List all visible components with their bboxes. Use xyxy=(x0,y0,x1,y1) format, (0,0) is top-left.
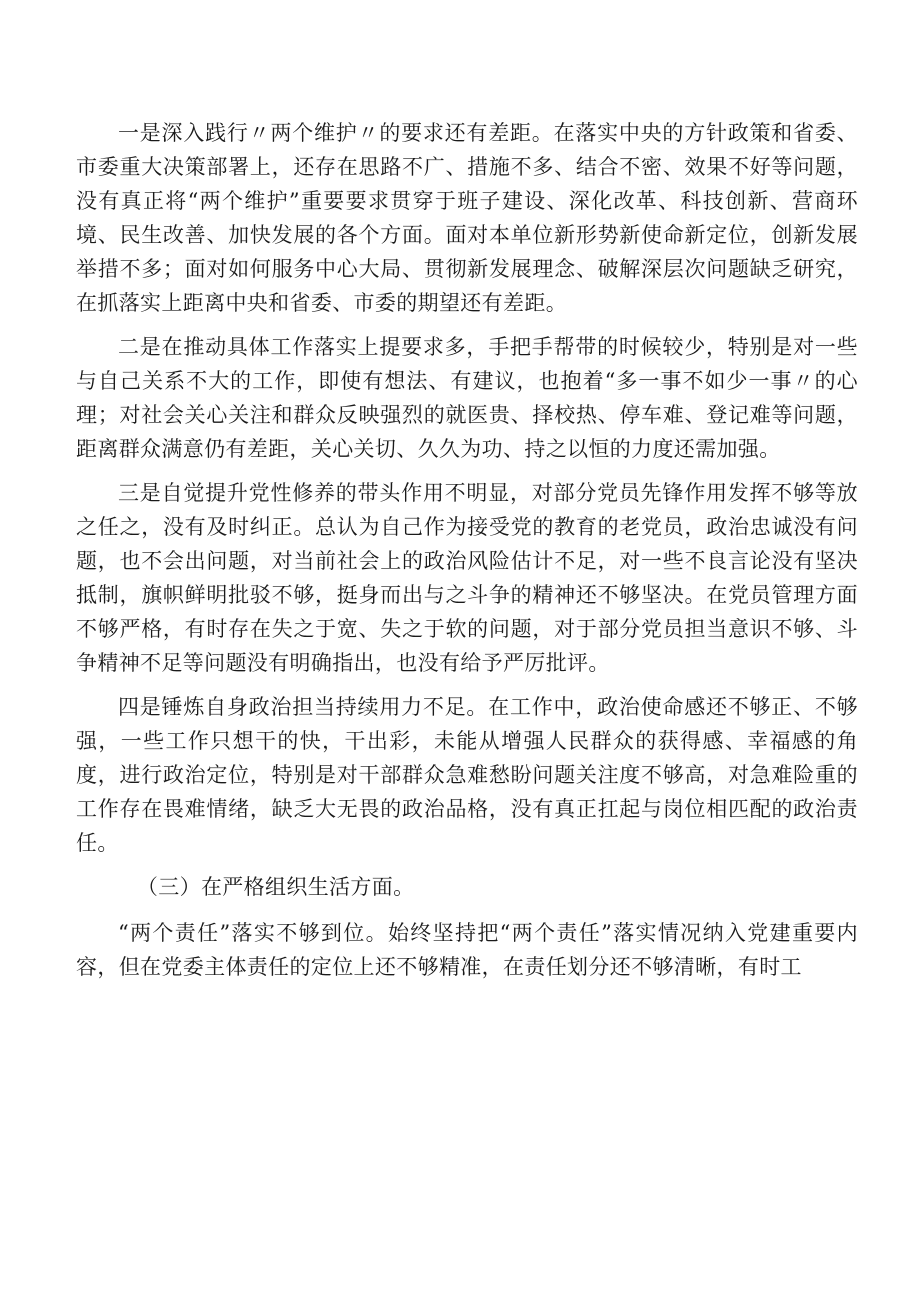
section-heading: （三）在严格组织生活方面。 xyxy=(136,875,415,899)
paragraph-4: 四是锤炼自身政治担当持续用力不足。在工作中，政治使命感还不够正、不够强，一些工作只想干的快，干出彩，未能从增强人民群众的获得感、幸福感的角度，进行政治定位，特别是对干部群众急难愁盼问题关注度不够高，对急难险重的工作存在畏难情绪，缺乏大无畏的政治品格，没有真正扛起与岗位相匹配的政治责任。 xyxy=(76,695,858,855)
paragraph-2: 二是在推动具体工作落实上提要求多，手把手帮带的时候较少，特别是对一些与自己关系不大的工作，即使有想法、有建议，也抱着“多一事不如少一事〃的心理；对社会关心关注和群众反映强烈的就医贵、择校热、停车难、登记难等问题，距离群众满意仍有差距，关心关切、久久为功、持之以恒的力度还需加强。 xyxy=(76,335,858,461)
paragraph-5: “两个责任”落实不够到位。始终坚持把“两个责任”落实情况纳入党建重要内容，但在党委主体责任的定位上还不够精准，在责任划分还不够清晰，有时工 xyxy=(76,921,858,979)
paragraph-1: 一是深入践行〃两个维护〃的要求还有差距。在落实中央的方针政策和省委、市委重大决策部署上，还存在思路不广、措施不多、结合不密、效果不好等问题，没有真正将“两个维护”重要要求贯穿于班子建设、深化改革、科技创新、营商环境、民生改善、加快发展的各个方面。面对本单位新形势新使命新定位，创新发展举措不多；面对如何服务中心大局、贯彻新发展理念、破解深层次问题缺乏研究，在抓落实上距离中央和省委、市委的期望还有差距。 xyxy=(76,121,858,315)
document-body xyxy=(76,116,858,994)
paragraph-3: 三是自觉提升党性修养的带头作用不明显，对部分党员先锋作用发挥不够等放之任之，没有及时纠正。总认为自己作为接受党的教育的老党员，政治忠诚没有问题，也不会出问题，对当前社会上的政治风险估计不足，对一些不良言论没有坚决抵制，旗帜鲜明批驳不够，挺身而出与之斗争的精神还不够坚决。在党员管理方面不够严格，有时存在失之于宽、失之于软的问题，对于部分党员担当意识不够、斗争精神不足等问题没有明确指出，也没有给予严厉批评。 xyxy=(76,481,858,675)
